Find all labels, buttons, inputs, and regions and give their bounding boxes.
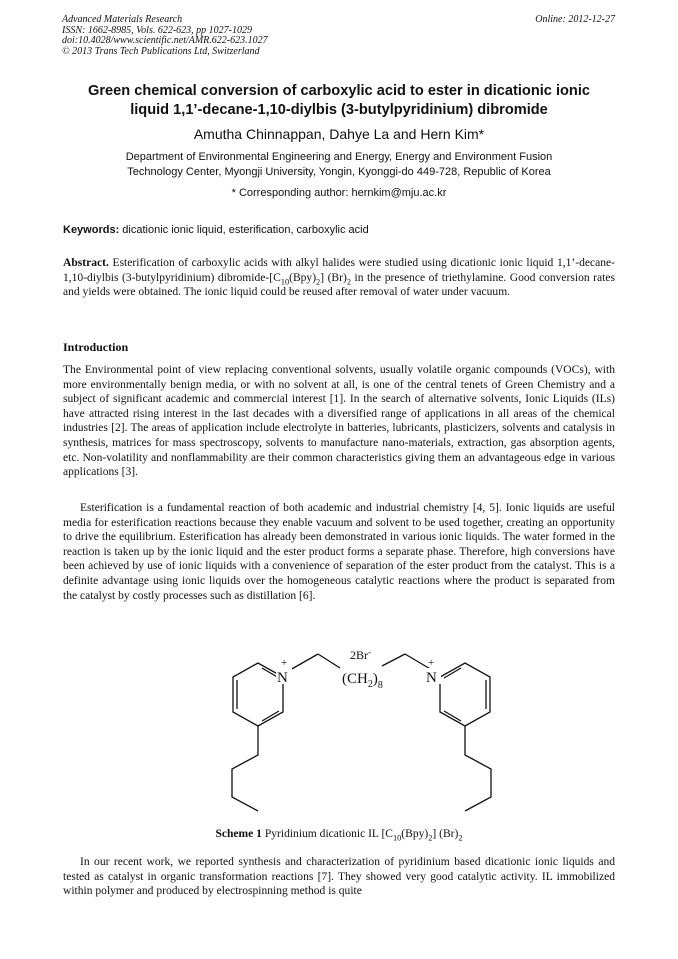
title-line-1: Green chemical conversion of carboxylic acid to ester in dicationic ionic <box>87 83 591 99</box>
left-pyridine-ring <box>233 663 283 726</box>
journal-copyright: © 2013 Trans Tech Publications Ltd, Switzerland <box>62 46 260 58</box>
caption-text-c: ] (Br) <box>432 828 459 840</box>
abstract-text-d: in the presence of triethylamine. Good conversion rates and yields were obtained. The ionic liquid could be reused after removal of water under vacuum. <box>63 271 615 299</box>
abstract-label: Abstract. <box>63 257 109 269</box>
journal-doi: doi:10.4028/www.scientific.net/AMR.622-623.1027 <box>62 35 268 47</box>
corresponding-author: * Corresponding author: hernkim@mju.ac.kr <box>231 187 447 199</box>
journal-name: Advanced Materials Research <box>62 14 183 25</box>
anion-label: 2Br- <box>350 647 371 662</box>
author-list: Amutha Chinnappan, Dahye La and Hern Kim* <box>193 126 485 142</box>
right-chain-bond <box>382 654 405 666</box>
intro-paragraph-1: The Environmental point of view replacing conventional solvents, usually volatile organic compounds (VOCs), with more environmentally benign media, or with no solvent at all, is one of the central tenets of Green Chemistry and a subject of significant academic and commercial interest [1]. In the search of alternative solvents, Ionic Liquids (ILs) have attracted rising interest in the last decades with a diversified range of applications in all areas of the chemical industries [2]. The areas of application include electrolyte in batteries, lubricants, plasticizers, solvents and catalysis in synthesis, matrices for mass spectroscopy, solvents to manufacture nano-materials, extraction, gas absorption agents, etc. Non-volatility and nonflammability are their common characteristics giving them an advantageous edge in various applications [3]. <box>63 364 615 479</box>
caption-text-b: (Bpy) <box>401 828 429 840</box>
right-butyl-chain <box>465 726 491 811</box>
online-date: Online: 2012-12-27 <box>535 14 615 25</box>
scheme-caption-label: Scheme 1 <box>215 828 262 840</box>
caption-text-a: Pyridinium dicationic IL [C <box>261 828 393 840</box>
right-nitrogen-label: N <box>426 670 437 686</box>
scheme-1-structure <box>0 640 678 835</box>
abstract-sub-2: 2 <box>316 276 321 286</box>
caption-sub-1: 10 <box>393 833 402 843</box>
affiliation-line-2: Technology Center, Myongji University, Yongin, Kyonggi-do 449-728, Republic of Korea <box>127 165 551 178</box>
intro-paragraph-3: In our recent work, we reported synthesis and characterization of pyridinium based dicationic ionic liquids and tested as catalyst in organic transformation reactions [7]. They showed very good catalytic activity. IL immobilized within polymer and produced by electrospinning method is quite <box>63 856 615 898</box>
right-pyridine-ring <box>440 663 490 726</box>
intro-paragraph-2: Esterification is a fundamental reaction of both academic and industrial chemistry [4, 5]. Ionic liquids are useful media for esterification reactions because they enable vacuum and solvent to be used together, creating an opportunity to drive the equilibrium. Esterification has already been demonstrated in various ionic liquids. The water formed in the reaction is taken up by the ionic liquid and the ester product forms a separate phase. Therefore, high conversions have been achieved by use of ionic liquids with a convenience of separation of the ester product from the catalyst. This is a definite advantage using ionic liquids over the homogeneous catalytic reactions where the product is separated from the catalyst by costly processes such as distillation [6]. <box>63 502 615 602</box>
methylene-chain-label: $(CH_2)_8$ <box>342 671 383 691</box>
left-n-chain-bond <box>290 654 318 670</box>
keywords-label: Keywords: <box>63 224 120 236</box>
abstract-sub-3: 2 <box>346 276 351 286</box>
right-positive-charge: + <box>428 657 435 669</box>
abstract <box>63 256 615 300</box>
abstract-text-b: (Bpy) <box>289 271 317 284</box>
left-butyl-chain <box>232 726 258 811</box>
caption-sub-2: 2 <box>428 833 433 843</box>
abstract-sub-1: 10 <box>280 276 290 286</box>
left-positive-charge: + <box>281 657 288 669</box>
keywords <box>63 223 619 237</box>
left-nitrogen-label: N <box>277 670 288 686</box>
introduction-heading: Introduction <box>63 340 129 354</box>
journal-header <box>62 15 268 58</box>
scheme-caption <box>60 828 618 843</box>
journal-issn: ISSN: 1662-8985, Vols. 622-623, pp 1027-1029 <box>62 24 252 36</box>
keywords-text: dicationic ionic liquid, esterification, carboxylic acid <box>119 224 369 236</box>
paper-title <box>60 82 618 120</box>
caption-sub-3: 2 <box>458 833 463 843</box>
affiliation-line-1: Department of Environmental Engineering and Energy, Energy and Environment Fusion <box>125 151 553 163</box>
abstract-text-c: ] (Br) <box>320 271 347 284</box>
abstract-text-a: Esterification of carboxylic acids with alkyl halides were studied using dicationic ionic liquid 1,1’-decane-1,10-diylbis (3-butylpyridinium) dibromide-[C <box>63 257 615 284</box>
title-line-2: liquid 1,1’-decane-1,10-diylbis (3-butylpyridinium) dibromide <box>130 102 548 118</box>
affiliation <box>60 150 618 179</box>
